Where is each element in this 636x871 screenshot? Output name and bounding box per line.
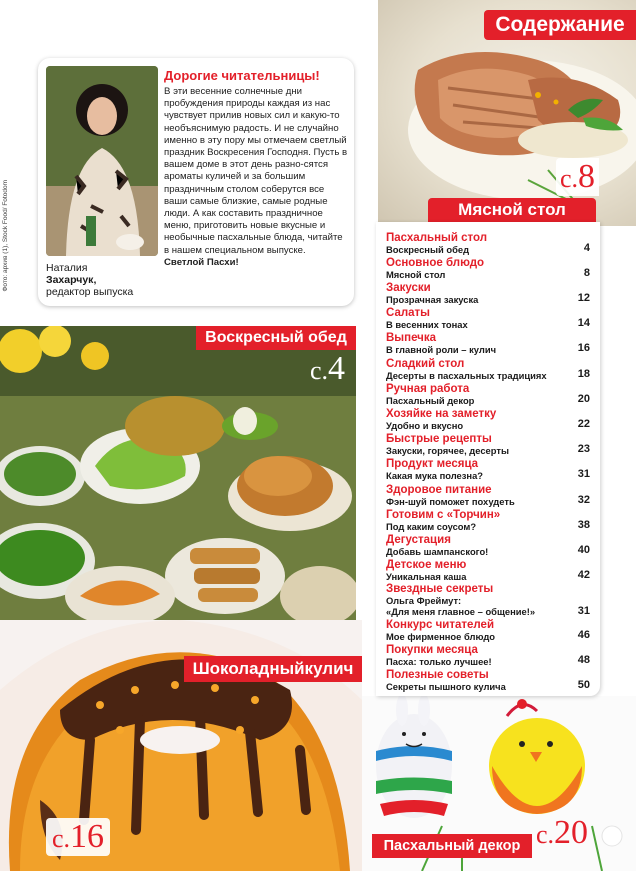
toc-title: Десерты в пасхальных традициях <box>386 370 547 381</box>
feature-label-sunday: Воскресный обед <box>196 326 356 350</box>
feature-label-decor: Пасхальный декор <box>372 834 532 858</box>
toc-entry[interactable] <box>386 484 596 509</box>
toc-category: Быстрые рецепты <box>386 433 492 445</box>
toc-title: Удобно и вкусно <box>386 420 464 431</box>
toc-category: Полезные советы <box>386 669 489 681</box>
toc-category: Закуски <box>386 282 431 294</box>
toc-title: Фэн-шуй поможет похудеть <box>386 496 515 507</box>
toc-category: Хозяйке на заметку <box>386 408 497 420</box>
toc-page-number: 20 <box>577 393 590 405</box>
toc-page-number: 38 <box>577 519 590 531</box>
sunday-dinner-photo <box>0 326 356 634</box>
feature-badge-cake <box>46 818 110 856</box>
editor-signature <box>46 262 166 298</box>
letter-text: В эти весенние солнечные дни пробуждения природы каждая из нас чувствует прилив новых сил и какую-то необъяснимую радость. И не случайно именно в эту пору мы отмечаем светлый праздник Воскресения Господня. Пусть в вашем доме в этот день разно-сятся ароматы куличей и за большим праздничным столом соберутся все ваши самые близкие, самые родные люди. А как составить праздничное меню, приготовить новые вкусные и необычные пасхальные блюда, читайте в нашем специальном выпуске. <box>164 86 348 256</box>
letter-closing: Светлой Пасхи! <box>164 256 239 268</box>
toc-category: Салаты <box>386 307 430 319</box>
toc-category: Детское меню <box>386 559 467 571</box>
editor-photo <box>46 66 158 256</box>
toc-entry[interactable] <box>386 358 596 383</box>
toc-title: В весенних тонах <box>386 319 468 330</box>
toc-title: Добавь шампанского! <box>386 546 489 557</box>
toc-entry[interactable] <box>386 583 596 617</box>
toc-category: Покупки месяца <box>386 644 478 656</box>
table-of-contents <box>376 222 600 696</box>
toc-page-number: 4 <box>583 242 590 254</box>
toc-category: Дегустация <box>386 534 451 546</box>
toc-title: Ольга Фреймут: <box>386 595 462 606</box>
toc-entry[interactable] <box>386 559 596 584</box>
toc-entry[interactable] <box>386 282 596 307</box>
toc-title: Прозрачная закуска <box>386 294 479 305</box>
toc-page-number: 22 <box>577 418 590 430</box>
toc-entry[interactable] <box>386 408 596 433</box>
toc-title: Пасхальный декор <box>386 395 475 406</box>
toc-entry[interactable] <box>386 433 596 458</box>
feature-badge-sunday <box>306 350 349 388</box>
toc-page-number: 48 <box>577 654 590 666</box>
toc-title: Секреты пышного кулича <box>386 681 506 692</box>
contents-header: Содержание <box>484 10 636 40</box>
toc-category: Сладкий стол <box>386 358 465 370</box>
toc-page-number: 14 <box>577 317 590 329</box>
toc-page-number: 46 <box>577 629 590 641</box>
page-prefix: с. <box>560 164 579 193</box>
toc-page-number: 40 <box>577 544 590 556</box>
page-number: 20 <box>554 814 589 851</box>
toc-entry[interactable] <box>386 669 596 694</box>
toc-category: Звездные секреты <box>386 583 494 595</box>
page-prefix: с. <box>310 356 329 385</box>
toc-page-number: 50 <box>577 679 590 691</box>
letter-body <box>164 86 348 269</box>
toc-page-number: 12 <box>577 292 590 304</box>
toc-title: Мое фирменное блюдо <box>386 631 496 642</box>
toc-entry[interactable] <box>386 644 596 669</box>
toc-entry[interactable] <box>386 332 596 357</box>
toc-category: Конкурс читателей <box>386 619 495 631</box>
toc-title-line2: «Для меня главное – общение!» <box>386 606 536 617</box>
page-number: 16 <box>70 818 105 855</box>
toc-title: Под каким соусом? <box>386 521 477 532</box>
toc-category: Пасхальный стол <box>386 232 488 244</box>
toc-entry[interactable] <box>386 257 596 282</box>
feature-label-cake: Шоколадныйкулич <box>184 656 362 682</box>
toc-title: Пасха: только лучшее! <box>386 656 492 667</box>
toc-category: Ручная работа <box>386 383 470 395</box>
toc-category: Здоровое питание <box>386 484 492 496</box>
toc-entry[interactable] <box>386 534 596 559</box>
toc-page-number: 31 <box>577 605 590 617</box>
toc-title: Воскресный обед <box>386 244 470 255</box>
editor-first-name: Наталия <box>46 262 88 274</box>
toc-title: Закуски, горячее, десерты <box>386 445 509 456</box>
toc-page-number: 42 <box>577 569 590 581</box>
page-number: 8 <box>578 158 596 195</box>
toc-page-number: 23 <box>577 443 590 455</box>
toc-title: Уникальная каша <box>386 571 467 582</box>
toc-page-number: 16 <box>577 342 590 354</box>
page-number: 4 <box>328 350 346 387</box>
toc-title: Какая мука полезна? <box>386 470 484 481</box>
editor-letter-card <box>38 58 354 306</box>
feature-badge-meat <box>556 158 599 196</box>
toc-entry[interactable] <box>386 307 596 332</box>
editor-role: редактор выпуска <box>46 286 134 298</box>
page-prefix: с. <box>52 824 71 853</box>
toc-category: Продукт месяца <box>386 458 479 470</box>
toc-category: Выпечка <box>386 332 437 344</box>
toc-title: Мясной стол <box>386 269 446 280</box>
toc-category: Готовим с «Торчин» <box>386 509 501 521</box>
feature-label-meat: Мясной стол <box>428 198 596 222</box>
toc-page-number: 31 <box>577 468 590 480</box>
page-prefix: с. <box>536 820 555 849</box>
photo-credit: Фото: архив (1), Stock Food/ Fotodom <box>2 180 9 292</box>
toc-category: Основное блюдо <box>386 257 485 269</box>
feature-badge-decor <box>532 814 592 852</box>
toc-entry[interactable] <box>386 383 596 408</box>
toc-entry[interactable] <box>386 458 596 483</box>
toc-entry[interactable] <box>386 619 596 644</box>
editor-last-name: Захарчук, <box>46 274 97 286</box>
toc-page-number: 8 <box>583 267 590 279</box>
toc-title: В главной роли – кулич <box>386 344 497 355</box>
toc-page-number: 32 <box>577 494 590 506</box>
toc-entry[interactable] <box>386 509 596 534</box>
letter-greeting: Дорогие читательницы! <box>164 68 320 83</box>
toc-entry[interactable] <box>386 232 596 257</box>
toc-page-number: 18 <box>577 368 590 380</box>
